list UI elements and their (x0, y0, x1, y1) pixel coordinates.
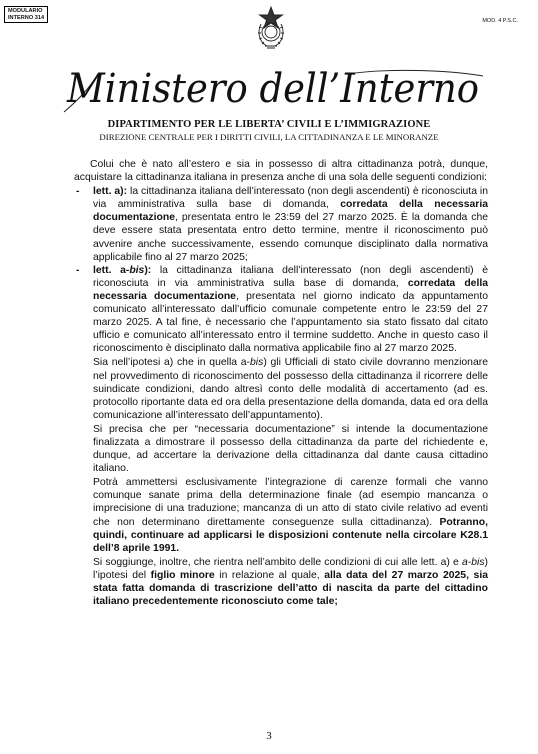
paragraph-integration: Potrà ammettersi esclusivamente l’integrazione di carenze formali che vanno comunque sanate prima della determinazione finale (ad esempio mancanza o imprecisione di una traduzione; mancanza di un atto di stato civile relativo ad eventi che non determinano direttamente conseguenze sulla cittadinanza). Potranno, quindi, continuare ad applicarsi le disposizioni contenute nella circolare K28.1 dell’8 aprile 1991. (93, 477, 488, 554)
item-abis-label: lett. a-bis): (93, 264, 152, 276)
item-abis-bold: corredata della necessaria documentazione (93, 277, 489, 302)
stamp-line-2: INTERNO 314 (8, 14, 45, 21)
condition-item-a (74, 185, 488, 264)
item-a-label: lett. a): (93, 186, 128, 198)
mod-code: MOD. 4 P.S.C. (482, 18, 518, 24)
direction-subtitle: DIREZIONE CENTRALE PER I DIRITTI CIVILI, LA CITTADINANZA E LE MINORANZE (99, 132, 439, 142)
page-number: 3 (266, 730, 272, 742)
paragraph-minor-child: Si soggiunge, inoltre, che rientra nell’ambito delle condizioni di cui alle lett. a) e a-bis) l’ipotesi del figlio minore in relazione al quale, alla data del 27 marzo 2025, sia stata fatta domanda di trascrizione dell’atto di nascita da parte del cittadino italiano precedentemente riconosciuto come tale; (93, 556, 488, 608)
paragraph-documentation: Si precisa che per “necessaria documentazione” si intende la documentazione finalizzata a dimostrare il possesso della cittadinanza da parte del richiedente e, dunque, ad accertare la derivazione della cittadinanza dal dante causa cittadino italiano. (93, 423, 488, 475)
item-abis-text: la cittadinanza italiana dell’interessato (non degli ascendenti) è riconosciuta in via amministrativa sulla base di domanda, (93, 264, 488, 289)
intro-paragraph: Colui che è nato all’estero e sia in possesso di altra cittadinanza potrà, dunque, acquistare la cittadinanza italiana in presenza anche di una sola delle seguenti condizioni: (74, 159, 488, 184)
department-title: DIPARTIMENTO PER LE LIBERTA’ CIVILI E L’IMMIGRAZIONE (107, 119, 431, 130)
ministry-logo (58, 60, 488, 118)
emblem-icon (255, 4, 287, 54)
condition-item-abis (74, 264, 488, 356)
stamp-line-1: MODULARIO (8, 8, 43, 14)
document-body (74, 158, 488, 608)
item-a-text-2: , presentata entro le 23:59 del 27 marzo 2025. È la domanda che deve essere stata presentata entro detto termine, mentre il riconoscimento può avvenire anche successivamente, essendo comunque disciplinato dalla normativa applicabile fino al 27 marzo 2025; (93, 212, 488, 263)
modulario-stamp (4, 6, 48, 23)
paragraph-hypotheses: Sia nell’ipotesi a) che in quella a-bis) gli Ufficiali di stato civile dovranno menzionare nel provvedimento di riconoscimento del possesso della cittadinanza il ricorrere delle suindicate condizioni, dando altresì conto delle modalità di accertamento (ad es. protocollo riportante data ed ora della presentazione della domanda, data ed ora della comunicazione all’interessato dell’appuntamento). (93, 357, 488, 421)
item-a-text: la cittadinanza italiana dell’interessato (non degli ascendenti) è riconosciuta in via amministrativa sulla base di domanda, (93, 186, 488, 211)
item-a-bold: corredata della necessaria documentazione (93, 199, 488, 224)
bullet-dash: - (76, 264, 80, 276)
item-abis-text-2: , presentata nel giorno indicato da appuntamento comunicato all’interessato dall’ufficio comunale competente entro le 23:59 del 27 marzo 2025. A tal fine, è necessario che l’appuntamento sia stato fissato dal citato ufficio e comunicato all’interessato entro il termine suddetto. Anche in questo caso il riconoscimento è disciplinato dalla normativa applicabile fino al 27 marzo 2025. (93, 290, 488, 355)
bullet-dash: - (76, 186, 80, 198)
ministry-title: Ministero dell’Interno (66, 66, 480, 112)
